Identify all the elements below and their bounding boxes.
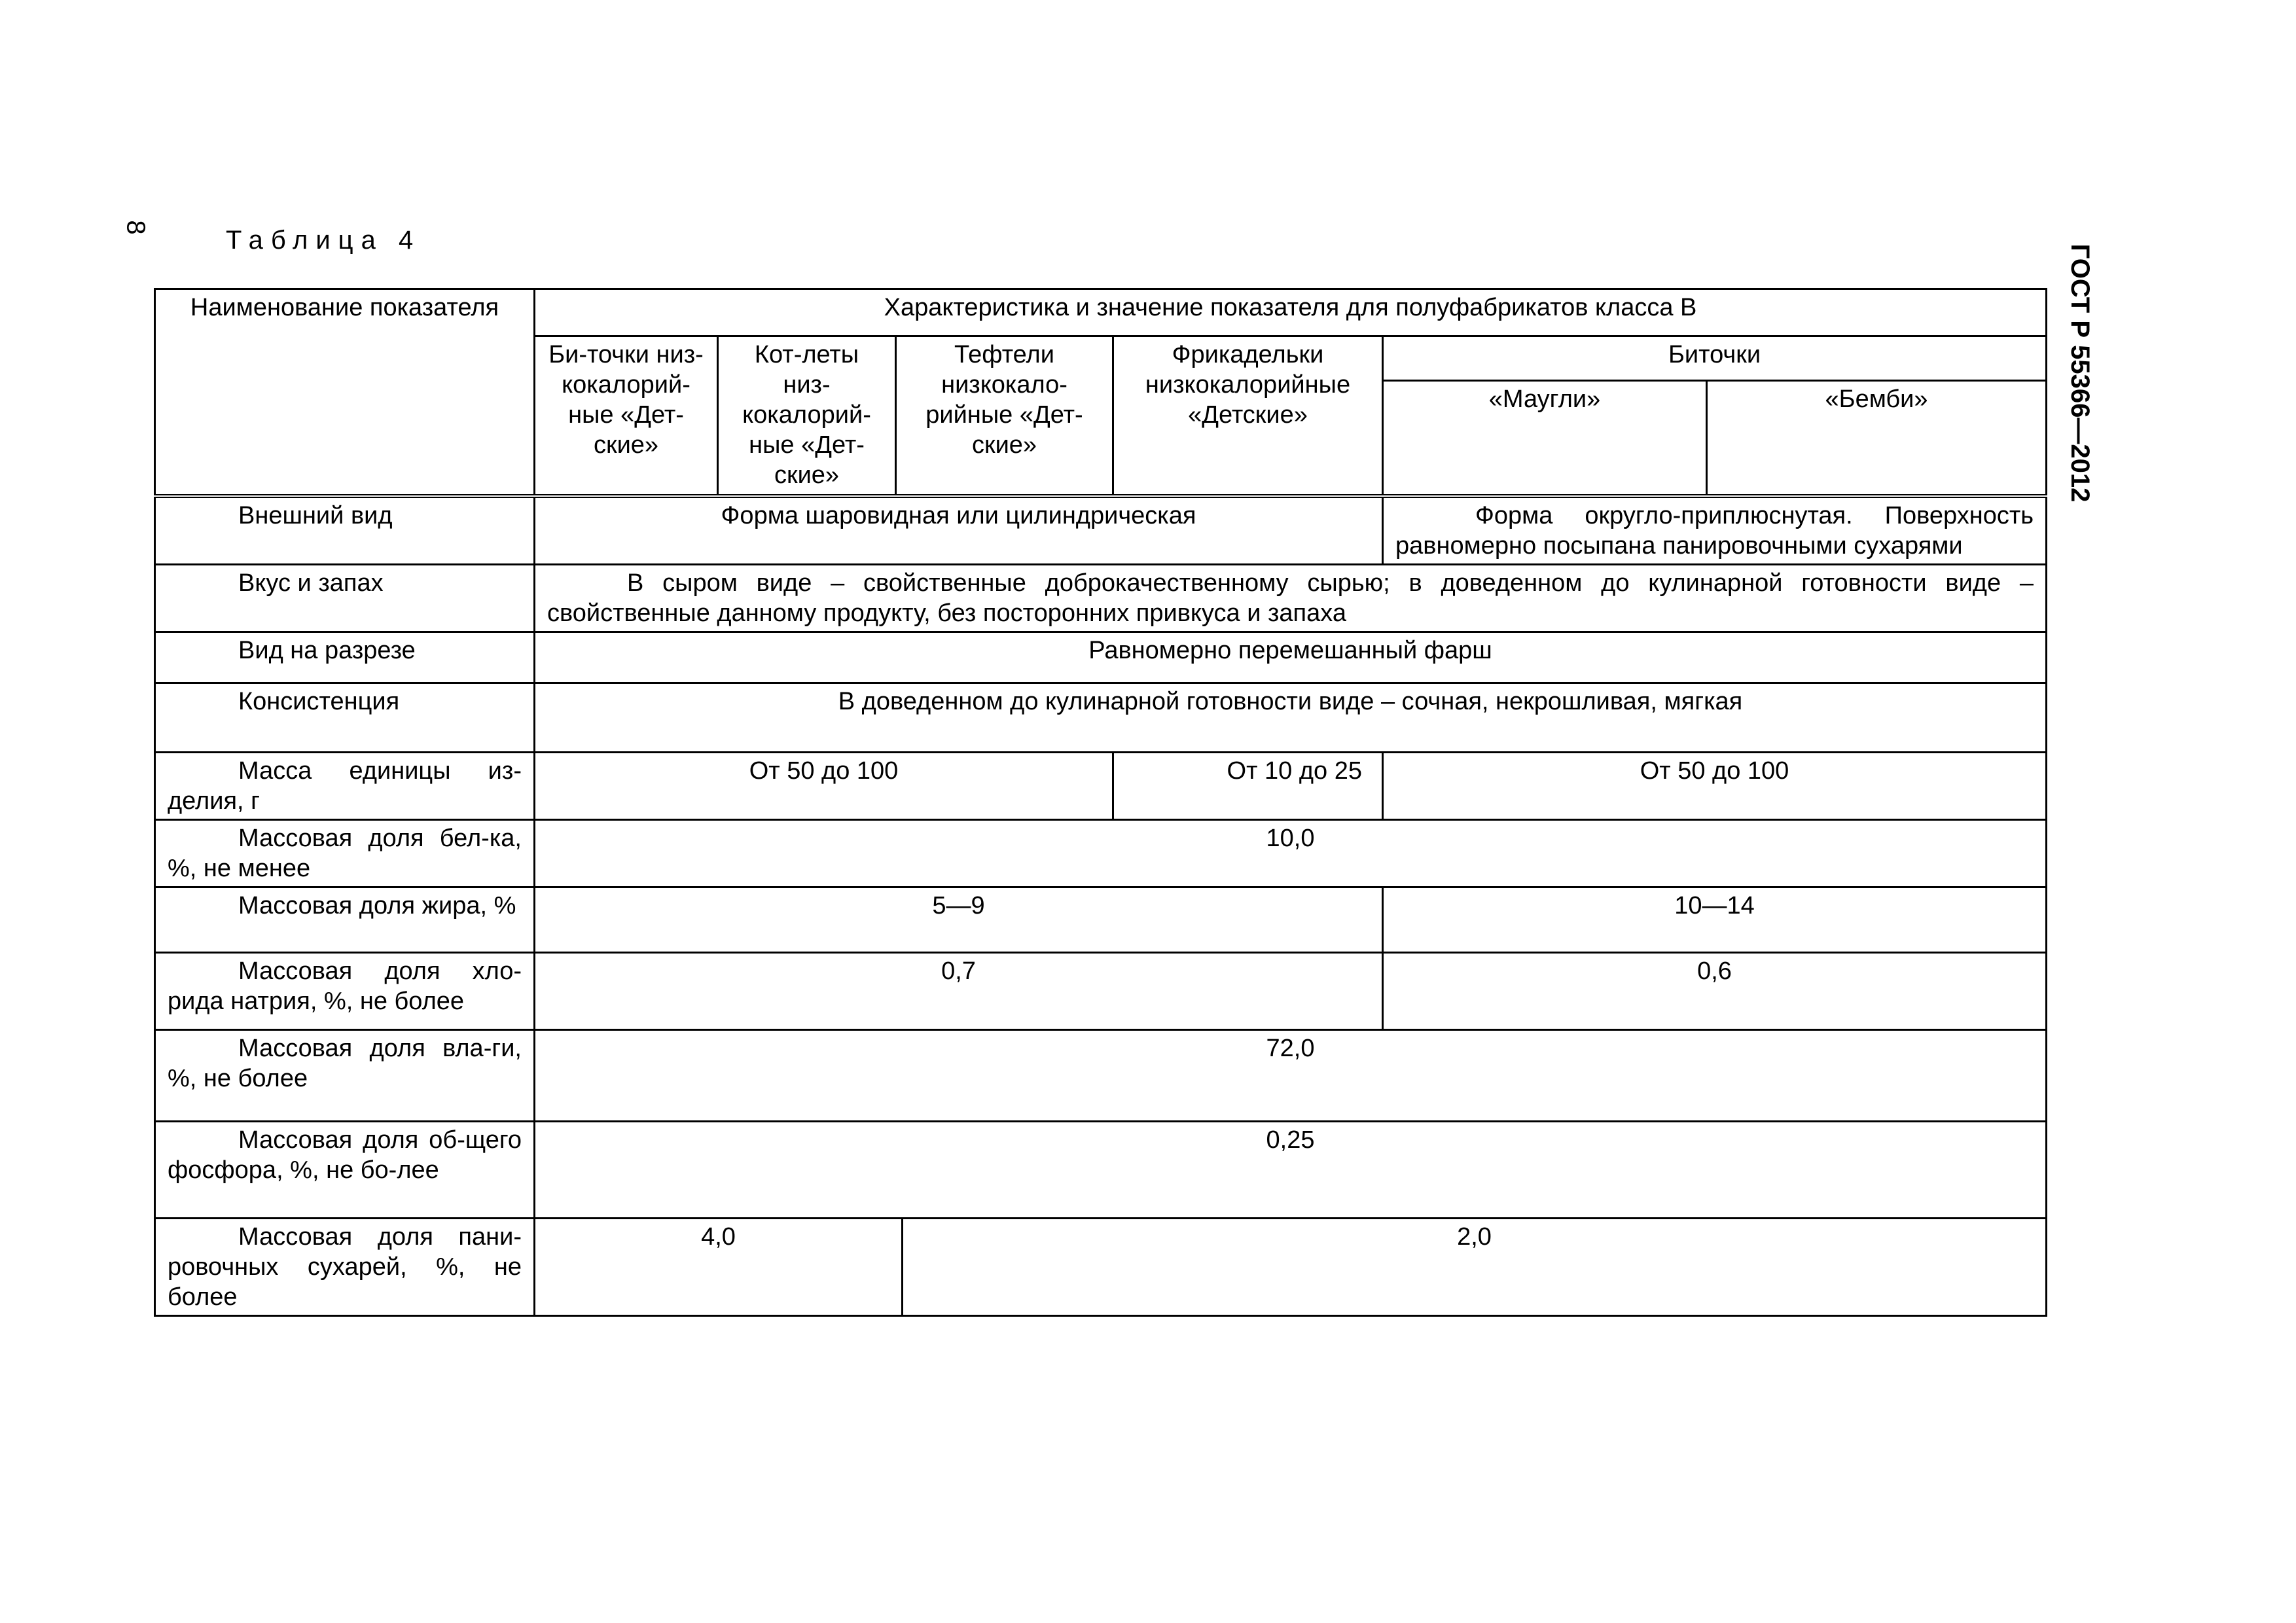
header-maugli: «Маугли» <box>1383 381 1707 496</box>
cell-value: 10—14 <box>1383 887 2047 952</box>
row-name: Масса единицы из-делия, г <box>155 752 535 819</box>
spec-table <box>154 288 2047 1317</box>
table-row <box>155 683 2047 752</box>
row-name: Массовая доля хло-рида натрия, %, не более <box>155 952 535 1029</box>
row-name: Массовая доля бел-ка, %, не менее <box>155 819 535 887</box>
table-row <box>155 1029 2047 1121</box>
cell-value: 0,25 <box>535 1121 2047 1218</box>
cell-value: 0,6 <box>1383 952 2047 1029</box>
table-row <box>155 952 2047 1029</box>
table-row <box>155 819 2047 887</box>
header-group: Характеристика и значение показателя для полуфабрикатов класса В <box>535 289 2047 336</box>
header-bitochki: Биточки <box>1383 336 2047 381</box>
table-row <box>155 496 2047 565</box>
cell-value: В сыром виде – свойственные доброкачественному сырью; в доведенном до кулинарной готовности виде – свойственные данному продукту, без посторонних привкуса и запаха <box>535 564 2047 632</box>
cell-value: 4,0 <box>535 1218 903 1315</box>
header-kotlety: Кот-леты низ-кокалорий-ные «Дет-ские» <box>718 336 896 496</box>
header-name: Наименование показателя <box>155 289 535 496</box>
page-number: 8 <box>121 220 151 235</box>
cell-value: 72,0 <box>535 1029 2047 1121</box>
cell-value: Равномерно перемешанный фарш <box>535 632 2047 683</box>
header-frikadelki: Фрикадельки низкокалорийные «Детские» <box>1113 336 1383 496</box>
row-name: Массовая доля пани-ровочных сухарей, %, не более <box>155 1218 535 1315</box>
cell-value: 5—9 <box>535 887 1383 952</box>
cell-value: 2,0 <box>903 1218 2047 1315</box>
row-name: Вкус и запах <box>155 564 535 632</box>
document-code: ГОСТ Р 55366—2012 <box>2066 243 2094 503</box>
cell-value: От 10 до 25 <box>1113 752 1383 819</box>
row-name: Массовая доля об-щего фосфора, %, не бо-лее <box>155 1121 535 1218</box>
table-row <box>155 1218 2047 1315</box>
table-row <box>155 887 2047 952</box>
cell-value: Форма шаровидная или цилиндрическая <box>535 496 1383 565</box>
header-bitochki-detskie: Би-точки низ-кокалорий-ные «Дет-ские» <box>535 336 718 496</box>
row-name: Консистенция <box>155 683 535 752</box>
table-row <box>155 564 2047 632</box>
table-row <box>155 1121 2047 1218</box>
cell-value: 0,7 <box>535 952 1383 1029</box>
table-row <box>155 632 2047 683</box>
header-bembi: «Бемби» <box>1707 381 2047 496</box>
row-name: Массовая доля вла-ги, %, не более <box>155 1029 535 1121</box>
row-name: Массовая доля жира, % <box>155 887 535 952</box>
cell-value: Форма округло-приплюснутая. Поверхность равномерно посыпана панировочными сухарями <box>1383 496 2047 565</box>
table-row <box>155 752 2047 819</box>
row-name: Внешний вид <box>155 496 535 565</box>
table-caption: Таблица 4 <box>226 226 422 255</box>
header-tefteli: Тефтели низкокало-рийные «Дет-ские» <box>896 336 1113 496</box>
cell-value: 10,0 <box>535 819 2047 887</box>
cell-value: От 50 до 100 <box>535 752 1113 819</box>
row-name: Вид на разрезе <box>155 632 535 683</box>
cell-value: В доведенном до кулинарной готовности виде – сочная, некрошливая, мягкая <box>535 683 2047 752</box>
cell-value: От 50 до 100 <box>1383 752 2047 819</box>
